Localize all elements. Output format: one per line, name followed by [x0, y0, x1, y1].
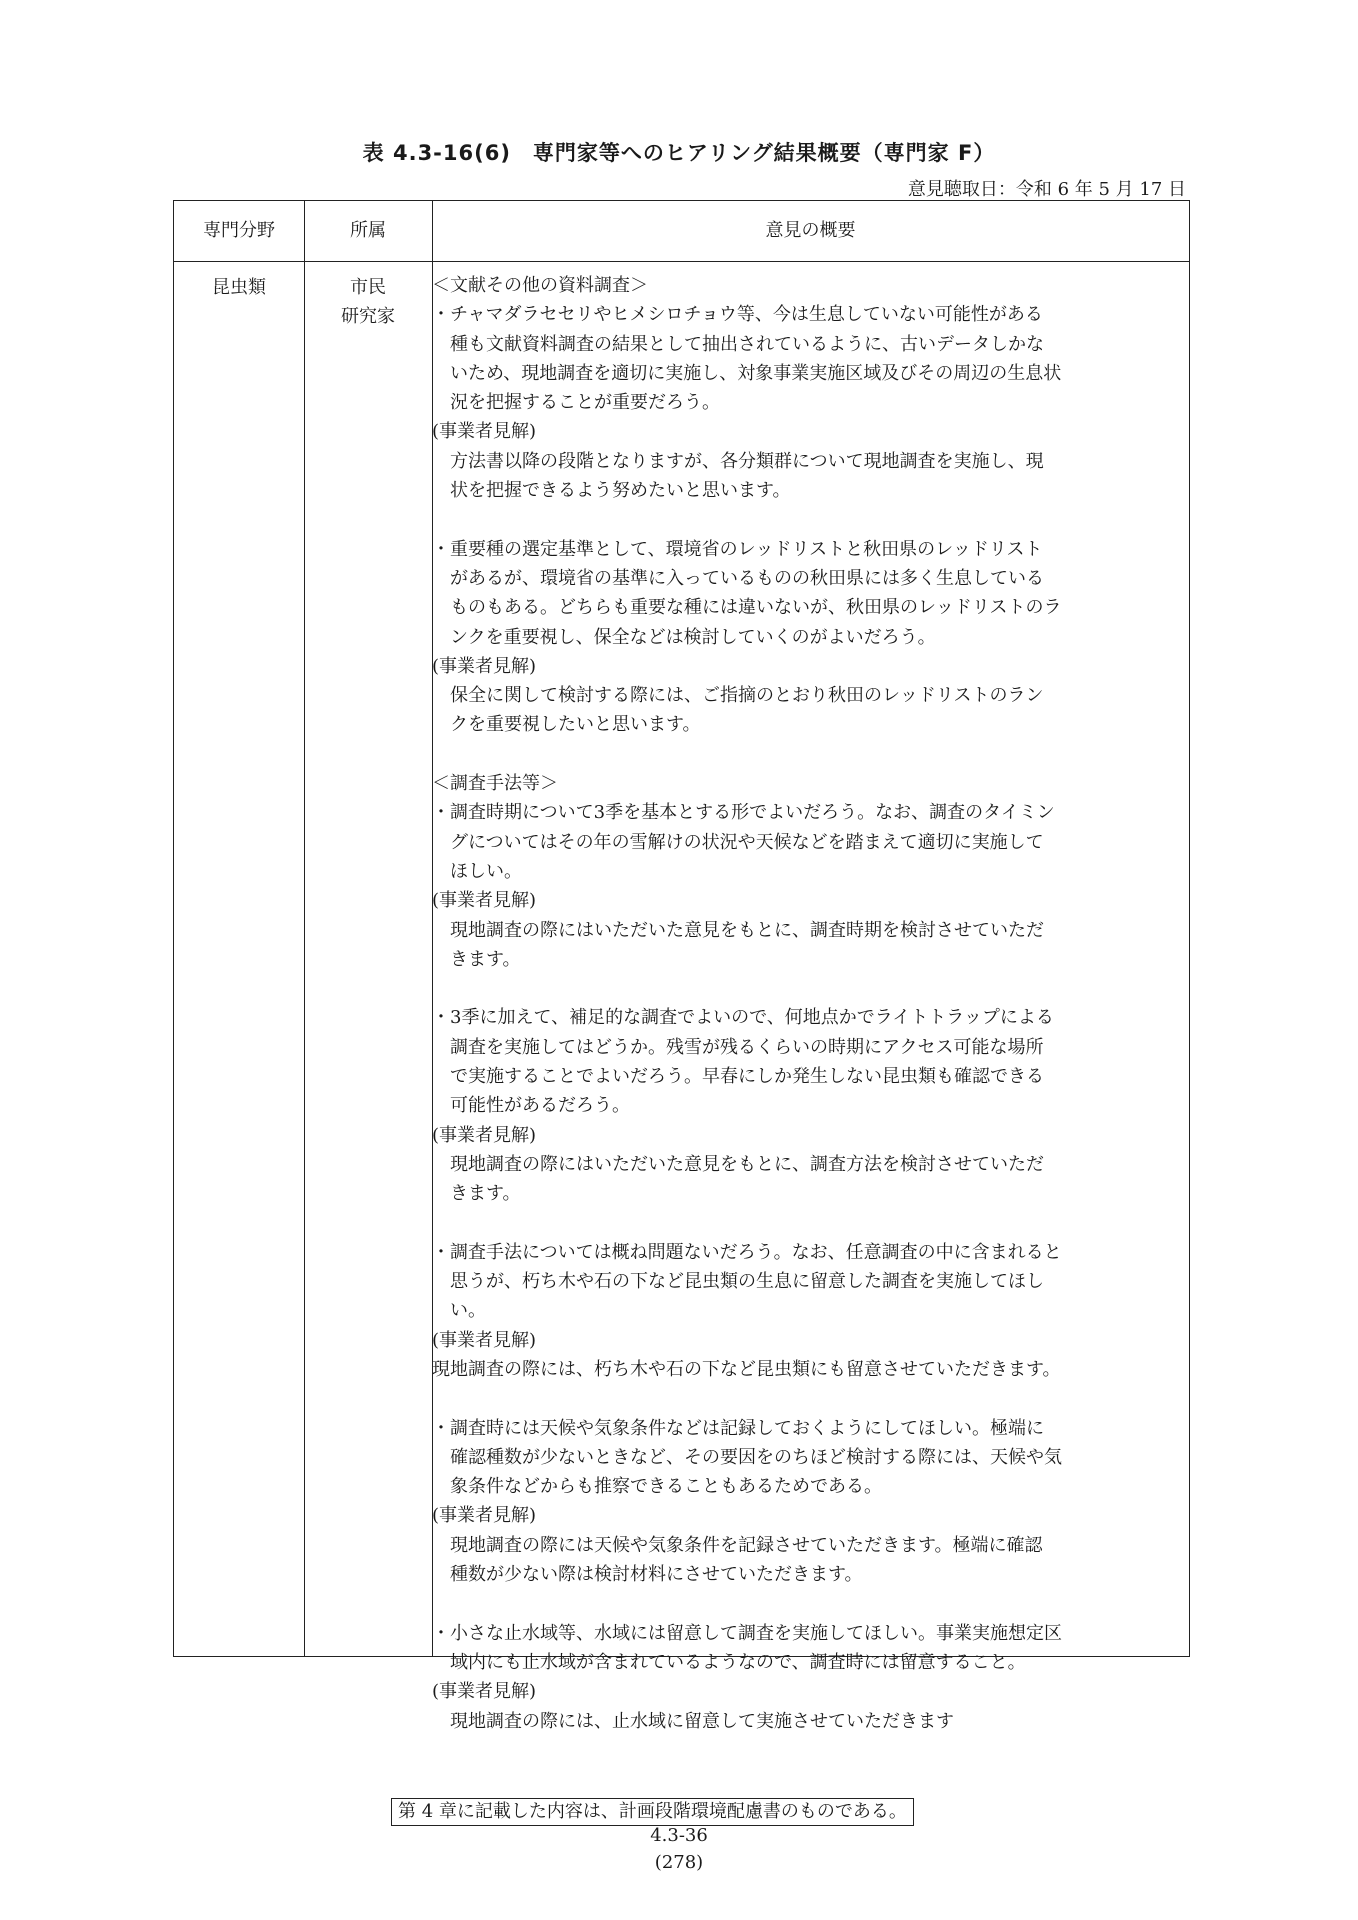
- expert-opinion-line: い。: [450, 1300, 486, 1322]
- blank-line: [432, 505, 1160, 534]
- row-affiliation: [304, 273, 432, 331]
- operator-view-line: 種数が少ない際は検討材料にさせていただきます。: [450, 1564, 863, 1586]
- expert-opinion-line: 況を把握することが重要だろう。: [450, 392, 720, 414]
- expert-opinion-line: 思うが、朽ち木や石の下など昆虫類の生息に留意した調査を実施してほし: [450, 1271, 1044, 1293]
- hearing-table: [173, 200, 1190, 1732]
- expert-opinion-line: ・調査手法については概ね問題ないだろう。なお、任意調査の中に含まれると: [432, 1241, 1062, 1263]
- operator-view-line: 状を把握できるよう努めたいと思います。: [450, 480, 791, 502]
- blank-line: [432, 1589, 1160, 1618]
- operator-view-label: (事業者見解): [432, 1329, 537, 1351]
- expert-opinion-line: ・チャマダラセセリやヒメシロチョウ等、今は生息していない可能性がある: [432, 304, 1043, 326]
- expert-opinion-line: 調査を実施してはどうか。残雪が残るくらいの時期にアクセス可能な場所: [450, 1036, 1044, 1058]
- expert-opinion-line: ・3季に加えて、補足的な調査でよいので、何地点かでライトトラップによる: [432, 1007, 1054, 1029]
- operator-view-line: 保全に関して検討する際には、ご指摘のとおり秋田のレッドリストのラン: [450, 685, 1044, 707]
- table-header: [174, 201, 1189, 262]
- operator-view-line: きます。: [450, 948, 521, 970]
- section-heading: ＜調査手法等＞: [432, 773, 558, 795]
- expert-opinion-line: 確認種数が少ないときなど、その要因をのちほど検討する際には、天候や気: [450, 1446, 1062, 1468]
- expert-opinion-line: ほしい。: [450, 860, 522, 882]
- operator-view-label: (事業者見解): [432, 1681, 537, 1703]
- expert-opinion-line: ・調査時期について3季を基本とする形でよいだろう。なお、調査のタイミン: [432, 802, 1055, 824]
- row-field: 昆虫類: [212, 277, 266, 298]
- affiliation-line: 市民: [350, 277, 386, 298]
- expert-opinion-line: ものもある。どちらも重要な種には違いないが、秋田県のレッドリストのラ: [450, 597, 1062, 619]
- operator-view-line: 現地調査の際にはいただいた意見をもとに、調査時期を検討させていただ: [450, 919, 1044, 941]
- blank-line: [432, 740, 1160, 769]
- operator-view-line: きます。: [450, 1183, 521, 1205]
- expert-opinion-line: ・小さな止水域等、水域には留意して調査を実施してほしい。事業実施想定区: [432, 1622, 1062, 1644]
- expert-opinion-line: ・重要種の選定基準として、環境省のレッドリストと秋田県のレッドリスト: [432, 538, 1043, 560]
- affiliation-line: 研究家: [341, 306, 395, 327]
- blank-line: [432, 1209, 1160, 1238]
- expert-opinion-line: 域内にも止水域が含まれているようなので、調査時には留意すること。: [450, 1651, 1026, 1673]
- expert-opinion-line: 可能性があるだろう。: [450, 1095, 630, 1117]
- operator-view-line: 現地調査の際にはいただいた意見をもとに、調査方法を検討させていただ: [450, 1153, 1044, 1175]
- blank-line: [432, 1384, 1160, 1413]
- header-affiliation: 所属: [350, 220, 386, 241]
- header-summary: 意見の概要: [765, 220, 856, 241]
- table-title: 表 4.3-16(6) 専門家等へのヒアリング結果概要（専門家 F）: [362, 141, 996, 165]
- expert-opinion-line: 象条件などからも推察できることもあるためである。: [450, 1476, 882, 1498]
- expert-opinion-line: ンクを重要視し、保全などは検討していくのがよいだろう。: [450, 626, 936, 648]
- operator-view-label: (事業者見解): [432, 655, 537, 677]
- blank-line: [432, 974, 1160, 1003]
- expert-opinion-line: があるが、環境省の基準に入っているものの秋田県には多く生息している: [450, 567, 1044, 589]
- header-field: 専門分野: [203, 220, 275, 241]
- operator-view-label: (事業者見解): [432, 421, 537, 443]
- operator-view-line: クを重要視したいと思います。: [450, 714, 701, 736]
- hearing-date: 意見聴取日：令和 6 年 5 月 17 日: [907, 179, 1186, 200]
- expert-opinion-line: ・調査時には天候や気象条件などは記録しておくようにしてほしい。極端に: [432, 1417, 1044, 1439]
- expert-opinion-line: グについてはその年の雪解けの状況や天候などを踏まえて適切に実施して: [450, 831, 1044, 853]
- operator-view-line: 現地調査の際には、止水域に留意して実施させていただきます: [450, 1710, 954, 1732]
- operator-view-line: 現地調査の際には天候や気象条件を記録させていただきます。極端に確認: [450, 1534, 1043, 1556]
- operator-view-label: (事業者見解): [432, 1505, 537, 1527]
- chapter-note: 第 4 章に記載した内容は、計画段階環境配慮書のものである。: [391, 1798, 914, 1826]
- section-heading: ＜文献その他の資料調査＞: [432, 275, 648, 296]
- page-number: 4.3-36: [650, 1825, 708, 1846]
- page-total: (278): [654, 1852, 704, 1873]
- column-divider: [304, 201, 305, 1656]
- operator-view-line: 現地調査の際には、朽ち木や石の下など昆虫類にも留意させていただきます。: [432, 1358, 1061, 1380]
- expert-opinion-line: いため、現地調査を適切に実施し、対象事業実施区域及びその周辺の生息状: [450, 362, 1062, 384]
- operator-view-line: 方法書以降の段階となりますが、各分類群について現地調査を実施し、現: [450, 450, 1044, 472]
- operator-view-label: (事業者見解): [432, 1124, 537, 1146]
- operator-view-label: (事業者見解): [432, 890, 537, 912]
- expert-opinion-line: で実施することでよいだろう。早春にしか発生しない昆虫類も確認できる: [450, 1066, 1044, 1088]
- opinion-summary: [432, 271, 1160, 1736]
- expert-opinion-line: 種も文献資料調査の結果として抽出されているように、古いデータしかな: [450, 333, 1044, 355]
